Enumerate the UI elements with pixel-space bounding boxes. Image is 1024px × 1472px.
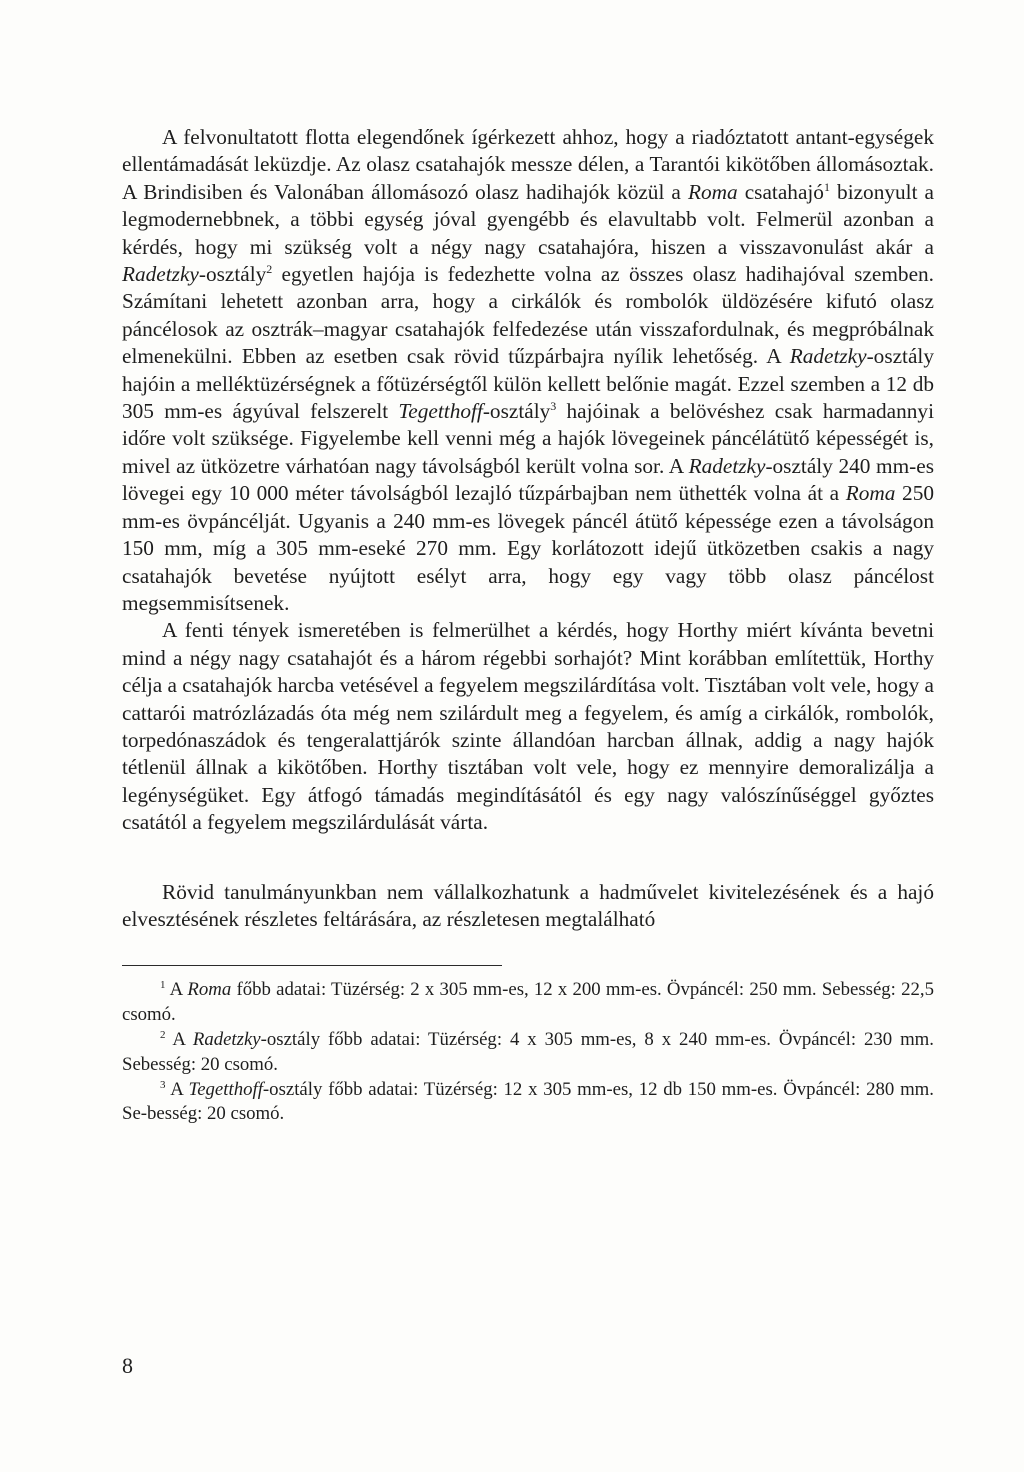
text-run: bizonyult a legmodernebbnek, a többi egység jóval gyengébb és elavultabb volt. Felmerül azonban a kérdés, hogy mi szükség volt a négy nagy csatahajóra, hiszen a visszavonulást akár a [122, 179, 935, 259]
footnotes [122, 978, 934, 1127]
footnote [122, 1028, 934, 1078]
text-run: hajóinak a belövéshez csak harmadannyi időre volt szüksége. Figyelembe kell venni még a hajók lövegeinek páncélátütő képességét is, mivel az ütközetre várhatóan nagy távolságból került volna sor. A [122, 399, 935, 478]
italic-term: Roma [687, 179, 738, 204]
text-run: főbb adatai: Tüzérség: 2 x 305 mm-es, 12 x 200 mm-es. Övpáncél: 250 mm. Sebesség: 22,5 csomó. [122, 979, 934, 1026]
main-text [122, 124, 934, 933]
page-number: 8 [122, 1353, 133, 1378]
text-run: -osztály hajóin a melléktüzérségnek a főtüzérségtől külön kellett belőnie magát. Ezzel szemben a 12 db 305 mm-es ágyúval felszerelt [122, 344, 934, 424]
text-run: A [165, 1028, 193, 1050]
paragraph [122, 124, 934, 617]
italic-term: Radetzky [688, 453, 766, 478]
text-run: -osztály főbb adatai: Tüzérség: 4 x 305 mm-es, 8 x 240 mm-es. Övpáncél: 230 mm. Sebesség: 20 csomó. [122, 1028, 934, 1075]
text-run: 250 mm-es övpáncélját. Ugyanis a 240 mm-es lövegek páncél átütő képessége ezen a távolságon 150 mm, míg a 305 mm-eseké 270 mm. Egy korlátozott idejű ütközetben csakis a nagy csatahajók bevetése nyújtott esélyt arra, hogy egy vagy több olasz páncélost megsemmisítsenek. [122, 481, 934, 615]
text-run: A fenti tények ismeretében is felmerülhet a kérdés, hogy Horthy miért kívánta bevetni mind a négy nagy csatahajót és a három régebbi sorhajót? Mint korábban említettük, Horthy célja a csatahajók harcba vetésével a fegyelem megszilárdítása volt. Tisztában volt vele, hogy a cattarói matrózlázadás óta még nem szilárdult meg a fegyelem, és amíg a cirkálók, rombolók, torpedónaszádok és tengeralattjárók szinte állandóan harcban állnak, addig a nagy hajók tétlenül állnak a kikötőben. Horthy tisztában volt vele, hogy ez mennyire demoralizálja a legénységüket. Egy átfogó támadás megindításától és egy nagy valószínűséggel győztes csatától a fegyelem megszilárdulását várta. [122, 618, 934, 835]
italic-term: Radetzky [789, 344, 867, 369]
paragraph [122, 617, 934, 836]
text-run: Rövid tanulmányunkban nem vállalkozhatunk a hadművelet kivitelezésének és a hajó elvesztésének részletes feltárására, az részletesen megtalálható [122, 879, 934, 931]
section-gap [122, 837, 934, 879]
footnote-marker: 1 [160, 979, 166, 992]
italic-term: Roma [845, 481, 896, 506]
text-run: A felvonultatott flotta elegendőnek ígérkezett ahhoz, hogy a riadóztatott antant-egységek ellentámadását leküzdje. Az olasz csatahajók messze délen, a Tarantói kikötőben állomásoztak. A Brindisiben és Valonában állomásozó olasz hadihajók közül a [122, 125, 934, 204]
text-run: -osztály főbb adatai: Tüzérség: 12 x 305 mm-es, 12 db 150 mm-es. Övpáncél: 280 mm. Se-besség: 20 csomó. [122, 1078, 934, 1125]
footnote-marker: 2 [160, 1028, 166, 1041]
footnote-marker: 3 [160, 1078, 166, 1091]
text-run: egyetlen hajója is fedezhette volna az összes olasz hadihajóval szemben. Számítani lehetett azonban arra, hogy a cirkálók és rombolók üldözésére kifutó olasz páncélosok az osztrák–magyar csatahajók felfedezése után visszafordulnak, és megpróbálnak elmenekülni. Ebben az esetben csak rövid tűzpárbajra nyílik lehetőség. A [122, 262, 934, 369]
text-run: -osztály 240 mm-es lövegei egy 10 000 méter távolságból lezajló tűzpárbajban nem üthették volna át a [122, 453, 934, 506]
footnote [122, 1078, 934, 1128]
page-content [122, 124, 934, 1127]
text-run: A [165, 1078, 189, 1100]
text-run: -osztály [482, 399, 551, 424]
italic-term: Tegetthoff [188, 1078, 263, 1100]
italic-term: Tegetthoff [398, 399, 483, 424]
text-run: csatahajó [737, 179, 824, 204]
paragraph [122, 879, 934, 934]
italic-term: Radetzky [192, 1028, 261, 1050]
italic-term: Roma [187, 979, 232, 1001]
italic-term: Radetzky [122, 262, 199, 287]
footnote-separator [122, 965, 502, 966]
footnote-marker: 1 [823, 179, 830, 194]
text-run: -osztály [198, 262, 267, 287]
footnote [122, 978, 934, 1028]
footnote-marker: 3 [550, 399, 557, 414]
text-run: A [165, 979, 188, 1001]
footnote-marker: 2 [266, 262, 273, 277]
